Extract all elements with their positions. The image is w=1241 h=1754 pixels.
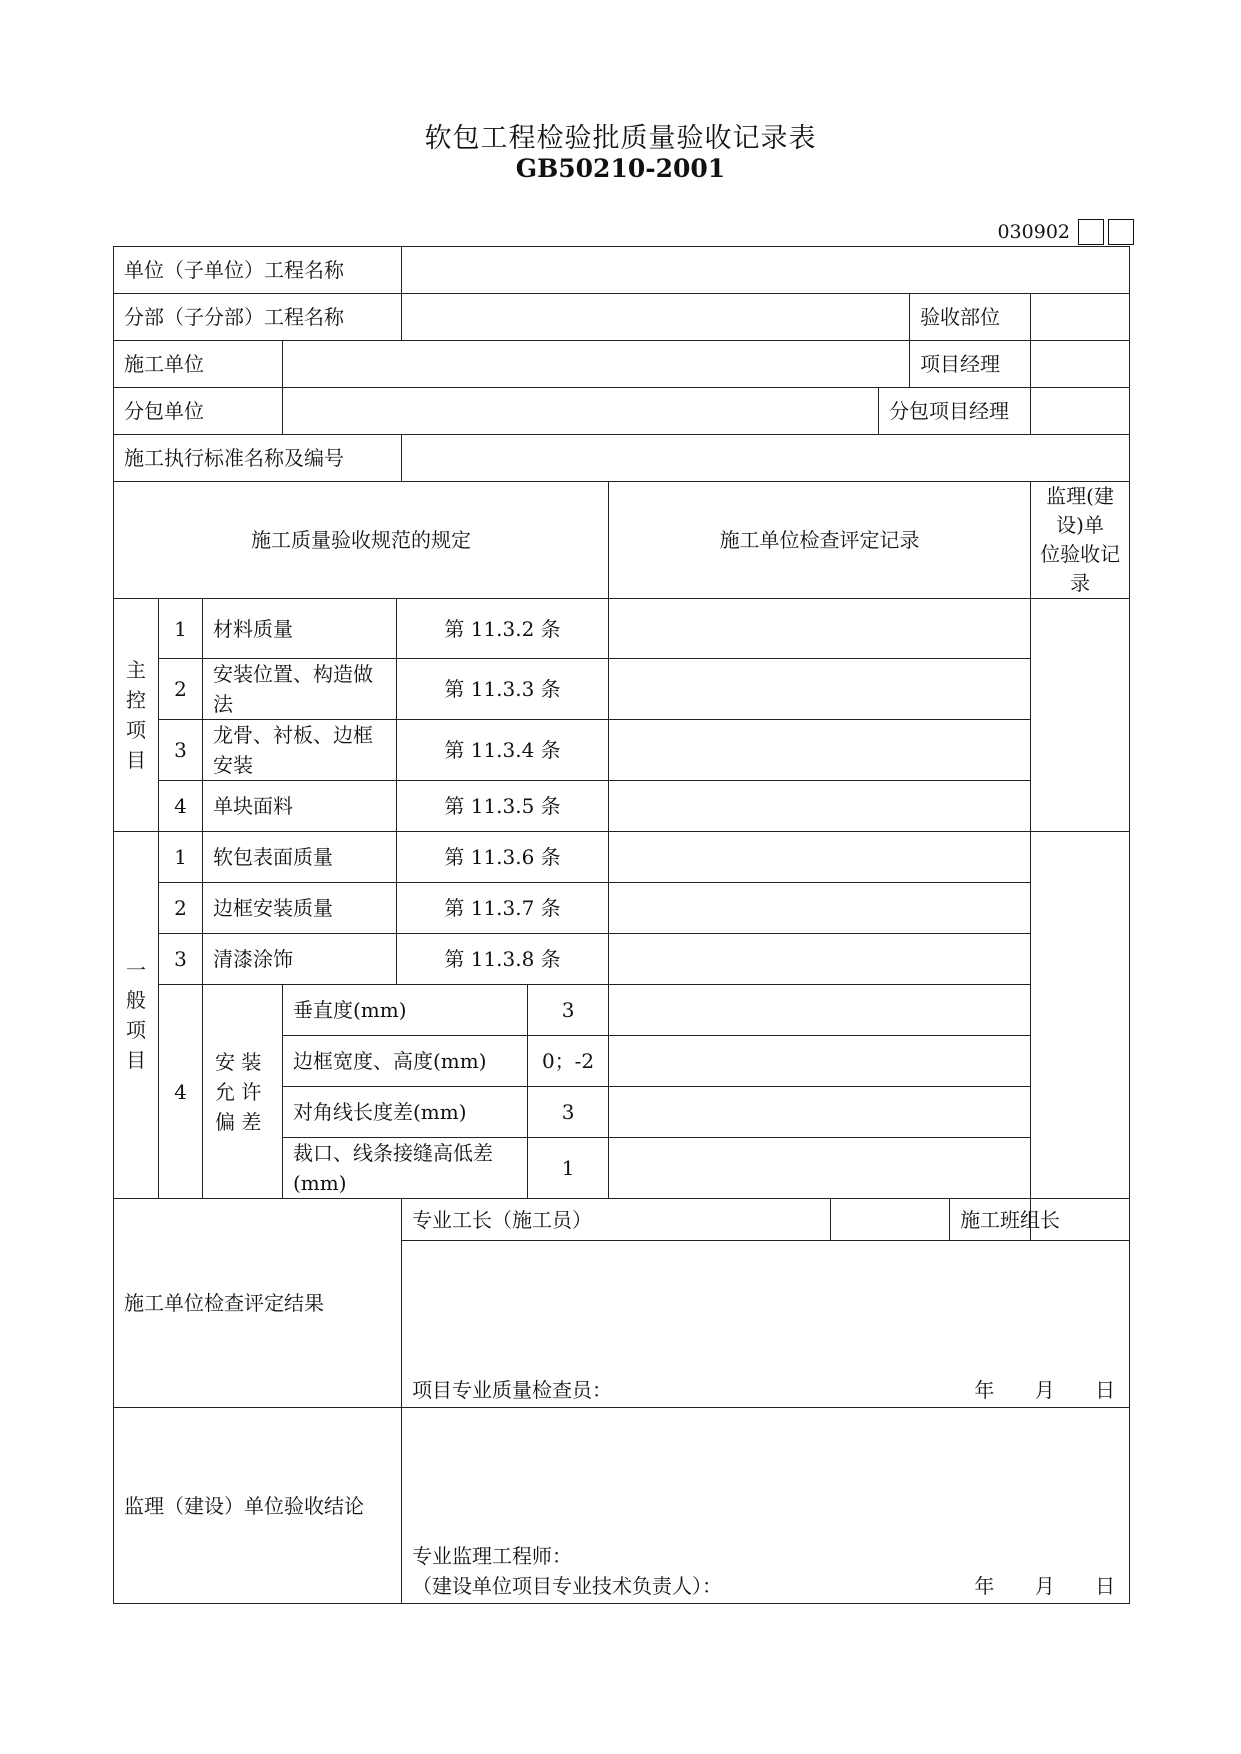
row-construction-unit <box>114 341 1130 388</box>
item-clause: 第 11.3.7 条 <box>397 883 609 934</box>
item-number: 2 <box>159 659 203 720</box>
general-items-supervision-field[interactable] <box>1031 832 1130 1199</box>
main-items-group-label <box>114 599 159 832</box>
construction-conclusion-label: 施工单位检查评定结果 <box>114 1199 402 1408</box>
deviation-record-field[interactable] <box>609 1087 1031 1138</box>
owner-label: （建设单位项目专业技术负责人）： <box>412 1574 723 1598</box>
general-item-row <box>114 934 1130 985</box>
general-item-row <box>114 883 1130 934</box>
acceptance-part-field[interactable] <box>1031 294 1130 341</box>
supervision-header-line-1: 监理(建设)单 <box>1046 484 1114 537</box>
item-name: 软包表面质量 <box>203 832 397 883</box>
engineer-label: 专业监理工程师： <box>412 1544 573 1568</box>
row-supervision-conclusion <box>114 1408 1130 1604</box>
project-manager-label: 项目经理 <box>910 341 1031 388</box>
form-code-number: 030902 <box>997 221 1070 243</box>
deviation-label <box>203 985 283 1199</box>
item-record-field[interactable] <box>609 832 1031 883</box>
standard-code: GB50210-2001 <box>515 154 726 183</box>
item-clause: 第 11.3.6 条 <box>397 832 609 883</box>
deviation-value: 3 <box>528 985 609 1036</box>
subcontract-unit-label: 分包单位 <box>114 388 283 435</box>
standard-name-label: 施工执行标准名称及编号 <box>114 435 402 482</box>
deviation-record-field[interactable] <box>609 1138 1031 1199</box>
item-clause: 第 11.3.5 条 <box>397 781 609 832</box>
deviation-value: 0；-2 <box>528 1036 609 1087</box>
subcontract-manager-label: 分包项目经理 <box>879 388 1031 435</box>
item-name: 材料质量 <box>203 599 397 659</box>
item-record-field[interactable] <box>609 883 1031 934</box>
item-number: 1 <box>159 832 203 883</box>
row-signatories <box>114 1199 1130 1241</box>
subcontract-unit-field[interactable] <box>283 388 879 435</box>
item-name: 边框安装质量 <box>203 883 397 934</box>
main-item-row <box>114 781 1130 832</box>
item-record-field[interactable] <box>609 599 1031 659</box>
main-group-char: 控 <box>126 688 146 712</box>
team-leader-label: 施工班组长 <box>950 1199 1031 1241</box>
item-record-field[interactable] <box>609 720 1031 781</box>
main-items-supervision-field[interactable] <box>1031 599 1130 832</box>
item-name: 安装位置、构造做法 <box>203 659 397 720</box>
item-clause: 第 11.3.2 条 <box>397 599 609 659</box>
unit-project-label: 单位（子单位）工程名称 <box>114 247 402 294</box>
main-item-row <box>114 599 1130 659</box>
supervision-date-label: 年 月 日 <box>974 1574 1116 1598</box>
inspector-label: 项目专业质量检查员： <box>412 1378 613 1402</box>
acceptance-part-label: 验收部位 <box>910 294 1031 341</box>
item-number: 3 <box>159 934 203 985</box>
form-code-box-1[interactable] <box>1078 219 1104 245</box>
item-record-field[interactable] <box>609 659 1031 720</box>
item-number: 2 <box>159 883 203 934</box>
deviation-row <box>114 985 1130 1036</box>
deviation-value: 3 <box>528 1087 609 1138</box>
deviation-label-line: 偏 差 <box>215 1109 262 1134</box>
deviation-record-field[interactable] <box>609 1036 1031 1087</box>
general-group-char: 般 <box>126 988 146 1012</box>
general-group-char: 项 <box>126 1018 146 1042</box>
deviation-name: 垂直度(mm) <box>283 985 528 1036</box>
item-clause: 第 11.3.3 条 <box>397 659 609 720</box>
construction-unit-field[interactable] <box>283 341 910 388</box>
sub-project-field[interactable] <box>402 294 910 341</box>
item-record-field[interactable] <box>609 781 1031 832</box>
unit-project-field[interactable] <box>402 247 1130 294</box>
item-name: 龙骨、衬板、边框安装 <box>203 720 397 781</box>
construction-date-label: 年 月 日 <box>974 1378 1116 1402</box>
deviation-record-field[interactable] <box>609 985 1031 1036</box>
deviation-value: 1 <box>528 1138 609 1199</box>
standard-name-field[interactable] <box>402 435 1130 482</box>
supervision-header-line-2: 位验收记录 <box>1040 542 1121 595</box>
main-item-row <box>114 659 1130 720</box>
deviation-label-line: 安 装 <box>215 1049 262 1074</box>
subcontract-manager-field[interactable] <box>1031 388 1130 435</box>
form-code-box-2[interactable] <box>1108 219 1134 245</box>
main-group-char: 项 <box>126 718 146 742</box>
main-group-char: 目 <box>126 748 146 772</box>
deviation-name: 边框宽度、高度(mm) <box>283 1036 528 1087</box>
item-name: 清漆涂饰 <box>203 934 397 985</box>
form-code <box>997 219 1134 245</box>
item-clause: 第 11.3.8 条 <box>397 934 609 985</box>
supervision-header <box>1031 482 1130 599</box>
item-clause: 第 11.3.4 条 <box>397 720 609 781</box>
acceptance-form-table <box>113 246 1130 1604</box>
page-title: 软包工程检验批质量验收记录表 <box>424 123 817 154</box>
record-header: 施工单位检查评定记录 <box>609 482 1031 599</box>
construction-conclusion-field[interactable] <box>402 1241 1130 1408</box>
row-unit-project <box>114 247 1130 294</box>
row-standard-name <box>114 435 1130 482</box>
supervision-conclusion-label: 监理（建设）单位验收结论 <box>114 1408 402 1604</box>
general-items-group-label <box>114 832 159 1199</box>
sub-project-label: 分部（子分部）工程名称 <box>114 294 402 341</box>
general-group-char: 目 <box>126 1048 146 1072</box>
item-record-field[interactable] <box>609 934 1031 985</box>
deviation-number: 4 <box>159 985 203 1199</box>
spec-header: 施工质量验收规范的规定 <box>114 482 609 599</box>
deviation-name: 对角线长度差(mm) <box>283 1087 528 1138</box>
main-group-char: 主 <box>126 658 146 682</box>
general-group-char: 一 <box>126 958 146 982</box>
deviation-name: 裁口、线条接缝高低差(mm) <box>283 1138 528 1199</box>
main-item-row <box>114 720 1130 781</box>
supervision-conclusion-field[interactable] <box>402 1408 1130 1604</box>
general-item-row <box>114 832 1130 883</box>
deviation-label-line: 允 许 <box>215 1079 262 1104</box>
foreman-label: 专业工长（施工员） <box>402 1199 831 1241</box>
construction-unit-label: 施工单位 <box>114 341 283 388</box>
item-number: 3 <box>159 720 203 781</box>
item-number: 4 <box>159 781 203 832</box>
row-sub-project <box>114 294 1130 341</box>
item-name: 单块面料 <box>203 781 397 832</box>
foreman-field[interactable] <box>831 1199 950 1241</box>
item-number: 1 <box>159 599 203 659</box>
row-subcontract-unit <box>114 388 1130 435</box>
row-column-headers <box>114 482 1130 599</box>
project-manager-field[interactable] <box>1031 341 1130 388</box>
